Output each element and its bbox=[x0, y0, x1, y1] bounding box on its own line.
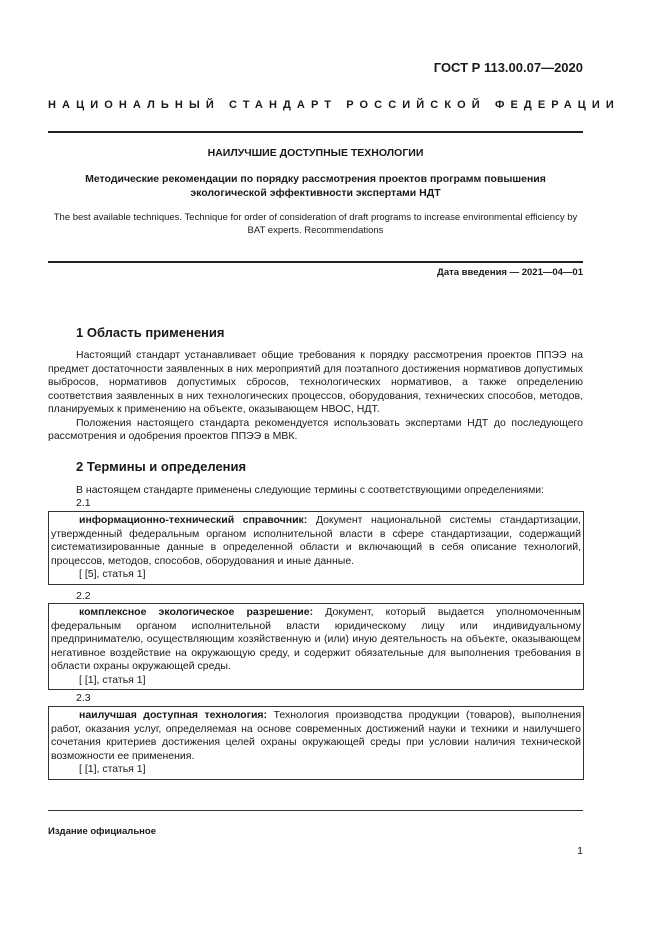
term-name: комплексное экологическое разрешение: bbox=[79, 606, 314, 618]
section-heading-terms: 2 Термины и определения bbox=[76, 459, 247, 474]
scope-paragraph: Положения настоящего стандарта рекомендуется использовать экспертами НДТ до последующего рассмотрения и одобрения проектов ППЭЭ в МВК. bbox=[48, 416, 583, 442]
header-divider bbox=[48, 131, 583, 133]
term-source: [ [5], статья 1] bbox=[79, 568, 146, 580]
term-definition: Технология производства продукции (товаров), выполнения работ, оказания услуг, определяемая на основе современных достижений науки и техники и наилучшего сочетания критериев достижения целей охраны окружающей среды при условии наличия технической возможности ее применения. bbox=[51, 709, 582, 762]
section-heading-scope: 1 Область применения bbox=[76, 325, 225, 340]
introduction-date: Дата введения — 2021—04—01 bbox=[437, 267, 583, 278]
term-definition: Документ национальной системы стандартизации, утвержденный федеральным органом исполнительной власти в сфере стандартизации, содержащий систематизированные данные в определенной области и включающий в себя описание технологий, процессов, методов, способов, оборудования и иные данные. bbox=[51, 514, 581, 567]
official-edition-label: Издание официальное bbox=[48, 826, 156, 837]
footer-divider bbox=[48, 810, 583, 811]
english-title: The best available techniques. Technique for order of consideration of draft programs to increase environmental efficiency by BAT experts. Recommendations bbox=[53, 212, 578, 236]
terms-intro-text: В настоящем стандарте применены следующие термины с соответствующими определениями: bbox=[76, 484, 545, 496]
term-number: 2.1 bbox=[76, 497, 91, 509]
term-entry bbox=[48, 511, 584, 585]
term-name: наилучшая доступная технология: bbox=[79, 709, 268, 721]
term-definition: Документ, который выдается уполномоченным федеральным органом исполнительной власти юридическому лицу или индивидуальному предпринимателю, осуществляющим хозяйственную и (или) иную деятельность на объекте, оказывающем негативное воздействие на окружающую среду, и содержит обязательные для выполнения требования в области охраны окружающей среды. bbox=[51, 606, 582, 672]
term-entry bbox=[48, 603, 584, 690]
term-number: 2.2 bbox=[76, 590, 91, 602]
term-name: информационно-технический справочник: bbox=[79, 514, 308, 526]
term-entry bbox=[48, 706, 584, 780]
section-scope-body bbox=[48, 349, 583, 444]
document-title: НАИЛУЧШИЕ ДОСТУПНЫЕ ТЕХНОЛОГИИ bbox=[207, 147, 424, 159]
title-divider bbox=[48, 261, 583, 263]
national-standard-title: НАЦИОНАЛЬНЫЙ СТАНДАРТ РОССИЙСКОЙ ФЕДЕРАЦИИ bbox=[48, 99, 620, 111]
page-number: 1 bbox=[577, 845, 583, 857]
term-source: [ [1], статья 1] bbox=[79, 763, 146, 775]
term-source: [ [1], статья 1] bbox=[79, 673, 146, 686]
gost-code: ГОСТ Р 113.00.07—2020 bbox=[433, 60, 583, 75]
document-subtitle: Методические рекомендации по порядку рассмотрения проектов программ повышения экологической эффективности экспертами НДТ bbox=[85, 173, 546, 199]
scope-paragraph: Настоящий стандарт устанавливает общие требования к порядку рассмотрения проектов ППЭЭ на предмет достаточности заявленных в них мероприятий для поэтапного достижения нормативов допустимых выбросов, нормативов допустимых сбросов, технологических нормативов, а также определению соответствия заявленных в них технологических процессов, оборудования, технических способов, методов, планируемых к применению на объекте, оказывающем НВОС, НДТ. bbox=[48, 349, 583, 415]
terms-intro bbox=[48, 484, 583, 498]
term-number: 2.3 bbox=[76, 692, 91, 704]
